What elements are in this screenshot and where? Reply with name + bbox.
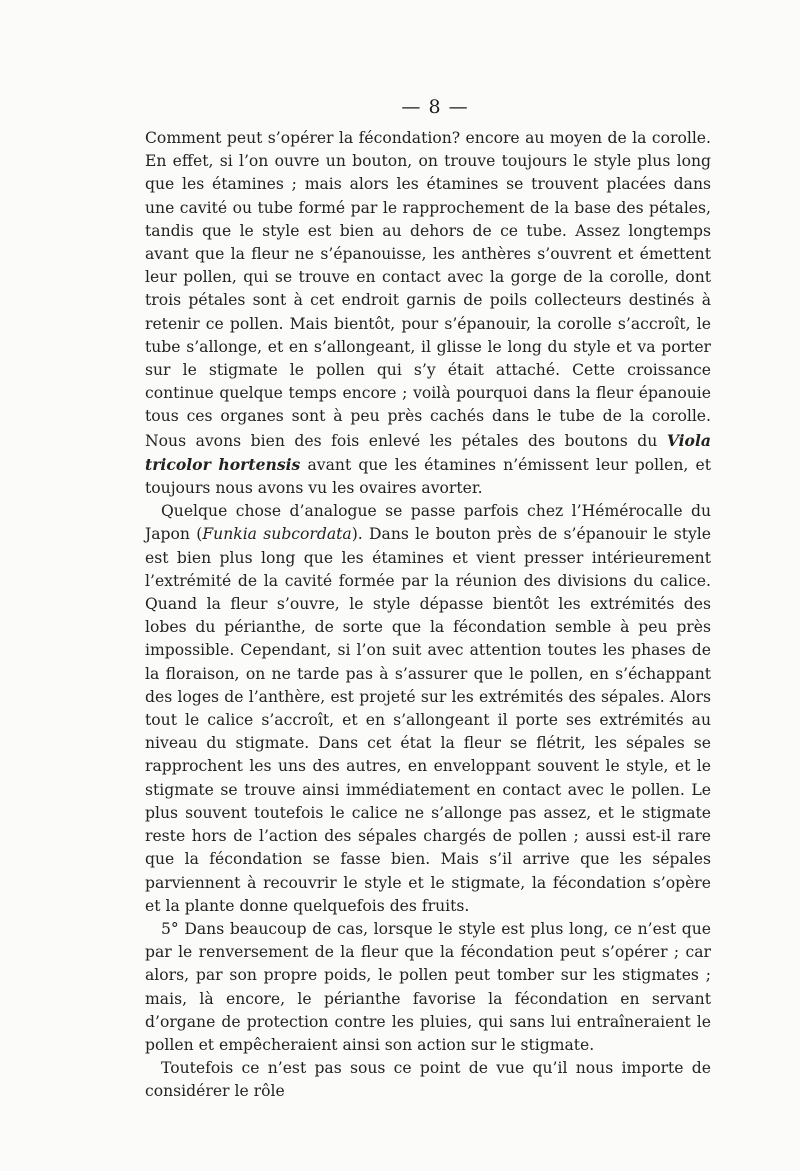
text-run: Comment peut s’opérer la fécondation? encore au moyen de la corolle. En effet, si l’on ouvre un bouton, on trouve toujours le style plus long que les étamines ; mais alors les étamines se trouvent placées dans une cavité ou tube formé par le rapprochement de la base des pétales, tandis que le style est bien au dehors de ce tube. Assez longtemps avant que la fleur ne s’épanouisse, les anthères s’ouvrent et émettent leur pollen, qui se trouve en contact avec la gorge de la corolle, dont trois pétales sont à cet endroit garnis de poils collecteurs destinés à retenir ce pollen. Mais bientôt, pour s’épanouir, la corolle s’accroît, le tube s’allonge, et en s’allongeant, il glisse le long du style et va porter sur le stigmate le pollen qui s’y était attaché. Cette croissance continue quelque temps encore ; voilà pourquoi dans la fleur épanouie tous ces organes sont à peu près cachés dans le tube de la corolle. Nous avons bien des fois enlevé les pétales des boutons du [145, 129, 711, 450]
italic-term: Funkia subcordata [202, 525, 352, 544]
paragraph-p4 [145, 1057, 711, 1103]
body-text [145, 127, 711, 1104]
paragraph-p3 [145, 918, 711, 1057]
text-run: Quelque chose d’analogue se passe parfois chez l’Hémérocalle du Japon ( [145, 502, 711, 544]
text-run: ). Dans le bouton près de s’épanouir le style est bien plus long que les étamines et vient presser intérieurement l’extrémité de la cavité formée par la réunion des divisions du calice. Quand la fleur s’ouvre, le style dépasse bientôt les extrémités des lobes du périanthe, de sorte que la fécondation semble à peu près impossible. Cependant, si l’on suit avec attention toutes les phases de la floraison, on ne tarde pas à s’assurer que le pollen, en s’échappant des loges de l’anthère, est projeté sur les extrémités des sépales. Alors tout le calice s’accroît, et en s’allongeant il porte ses extrémités au niveau du stigmate. Dans cet état la fleur se flétrit, les sépales se rapprochent les uns des autres, en enveloppant souvent le style, et le stigmate se trouve ainsi immédiatement en contact avec le pollen. Le plus souvent toutefois le calice ne s’allonge pas assez, et le stigmate reste hors de l’action des sépales chargés de pollen ; aussi est-il rare que la fécondation se fasse bien. Mais s’il arrive que les sépales parviennent à recouvrir le style et le stigmate, la fécondation s’opère et la plante donne quelquefois des fruits. [145, 525, 711, 915]
text-run: 5° Dans beaucoup de cas, lorsque le style est plus long, ce n’est que par le renversement de la fleur que la fécondation peut s’opérer ; car alors, par son propre poids, le pollen peut tomber sur les stigmates ; mais, là encore, le périanthe favorise la fécondation en servant d’organe de protection contre les pluies, qui sans lui entraîneraient le pollen et empêcheraient ainsi son action sur le stigmate. [145, 919, 711, 1054]
paragraph-p1 [145, 127, 711, 500]
page-number: — 8 — [401, 96, 469, 118]
text-run: Toutefois ce n’est pas sous ce point de vue qu’il nous importe de considérer le rôle [145, 1059, 711, 1101]
text-run: avant que les étamines n’émissent leur pollen, et toujours nous avons vu les ovaires avorter. [145, 455, 711, 498]
italic-term: Viola tricolor hortensis [145, 430, 711, 474]
paragraph-p2 [145, 500, 711, 918]
